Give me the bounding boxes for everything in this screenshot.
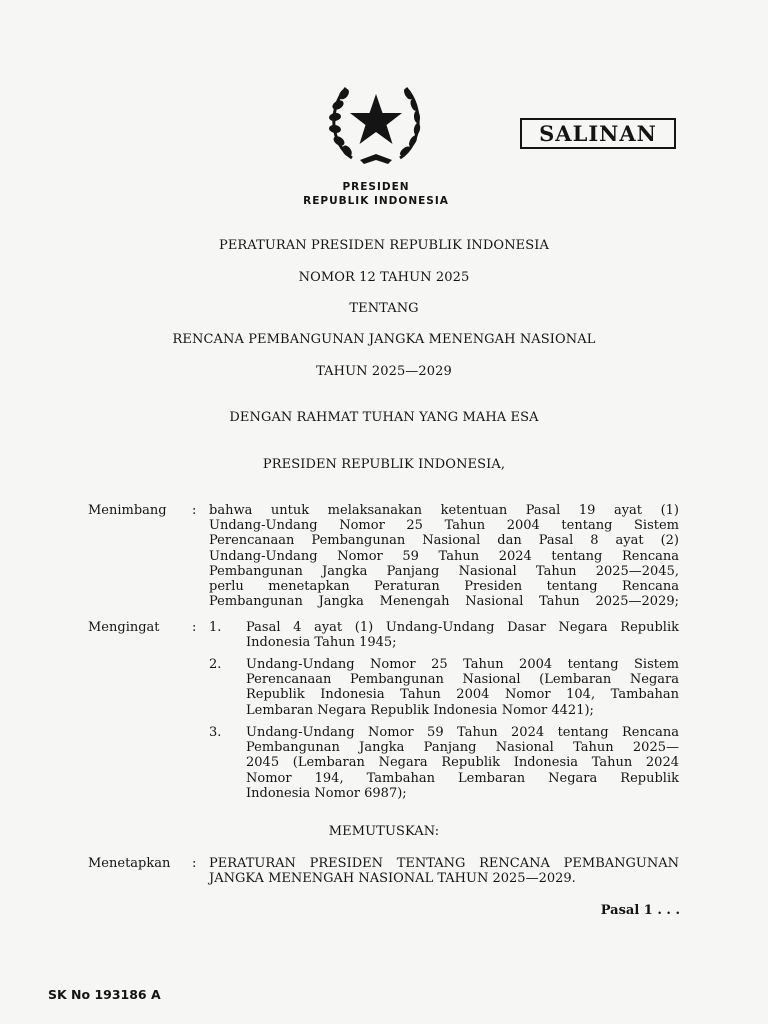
memutuskan-heading: MEMUTUSKAN: <box>328 824 440 839</box>
mengingat-item-number: 2. <box>209 657 222 672</box>
menetapkan-line: PERATURAN PRESIDEN TENTANG RENCANA PEMBANGUNAN <box>209 856 679 871</box>
menimbang-line: perlu menetapkan Peraturan Presiden tentang Rencana <box>209 579 679 595</box>
mengingat-line: Lembaran Negara Republik Indonesia Nomor 4421); <box>246 702 594 718</box>
enacting-authority: PRESIDEN REPUBLIK INDONESIA, <box>262 457 506 472</box>
mengingat-line: Republik Indonesia Tahun 2004 Nomor 104, Tambahan <box>246 687 679 703</box>
menimbang-line: bahwa untuk melaksanakan ketentuan Pasal 19 ayat (1) <box>209 503 679 518</box>
menetapkan-clause <box>209 856 679 886</box>
menimbang-label: Menimbang <box>88 503 167 518</box>
regulation-title: PERATURAN PRESIDEN REPUBLIK INDONESIA <box>218 238 549 253</box>
institution-line-1: PRESIDEN <box>342 181 410 193</box>
menimbang-line: Undang-Undang Nomor 25 Tahun 2004 tentang Sistem <box>209 518 679 534</box>
regulation-subject-line-1: RENCANA PEMBANGUNAN JANGKA MENENGAH NASIONAL <box>172 332 596 347</box>
invocation: DENGAN RAHMAT TUHAN YANG MAHA ESA <box>229 410 539 425</box>
salinan-stamp: SALINAN <box>520 118 676 149</box>
page-continuation: Pasal 1 . . . <box>600 903 680 918</box>
mengingat-item-number: 1. <box>209 620 222 635</box>
mengingat-line: Pembangunan Jangka Panjang Nasional Tahun 2025— <box>246 740 679 756</box>
mengingat-line: 2045 (Lembaran Negara Republik Indonesia Tahun 2024 <box>246 755 679 771</box>
mengingat-line: Undang-Undang Nomor 59 Tahun 2024 tentang Rencana <box>246 725 679 740</box>
mengingat-line: Perencanaan Pembangunan Nasional (Lembaran Negara <box>246 672 679 688</box>
mengingat-item-number: 3. <box>209 725 222 740</box>
institution-line-2: REPUBLIK INDONESIA <box>303 195 449 207</box>
menimbang-clause <box>209 503 679 609</box>
mengingat-label: Mengingat <box>88 620 160 635</box>
mengingat-line: Indonesia Nomor 6987); <box>246 785 407 801</box>
mengingat-item-3 <box>246 725 679 801</box>
mengingat-item-2 <box>246 657 679 718</box>
mengingat-line: Pasal 4 ayat (1) Undang-Undang Dasar Negara Republik <box>246 620 679 635</box>
mengingat-item-1 <box>246 620 679 650</box>
regulation-number: NOMOR 12 TAHUN 2025 <box>298 270 470 285</box>
presidential-emblem-icon <box>322 78 430 170</box>
menimbang-line: Undang-Undang Nomor 59 Tahun 2024 tentang Rencana <box>209 548 679 564</box>
menetapkan-colon: : <box>192 856 197 871</box>
menimbang-line: Pembangunan Jangka Menengah Nasional Tahun 2025—2029; <box>209 594 679 610</box>
footer-document-code: SK No 193186 A <box>48 987 161 1002</box>
menimbang-colon: : <box>192 503 197 518</box>
mengingat-line: Undang-Undang Nomor 25 Tahun 2004 tentang Sistem <box>246 657 679 672</box>
mengingat-colon: : <box>192 620 197 635</box>
menetapkan-line: JANGKA MENENGAH NASIONAL TAHUN 2025—2029. <box>209 871 576 887</box>
mengingat-line: Nomor 194, Tambahan Lembaran Negara Republik <box>246 770 679 786</box>
regulation-subject-line-2: TAHUN 2025—2029 <box>316 364 452 379</box>
menimbang-line: Perencanaan Pembangunan Nasional dan Pasal 8 ayat (2) <box>209 533 679 549</box>
menimbang-line: Pembangunan Jangka Panjang Nasional Tahun 2025—2045, <box>209 563 679 579</box>
menetapkan-label: Menetapkan <box>88 856 171 871</box>
regulation-about: TENTANG <box>349 301 419 316</box>
mengingat-line: Indonesia Tahun 1945; <box>246 635 397 651</box>
